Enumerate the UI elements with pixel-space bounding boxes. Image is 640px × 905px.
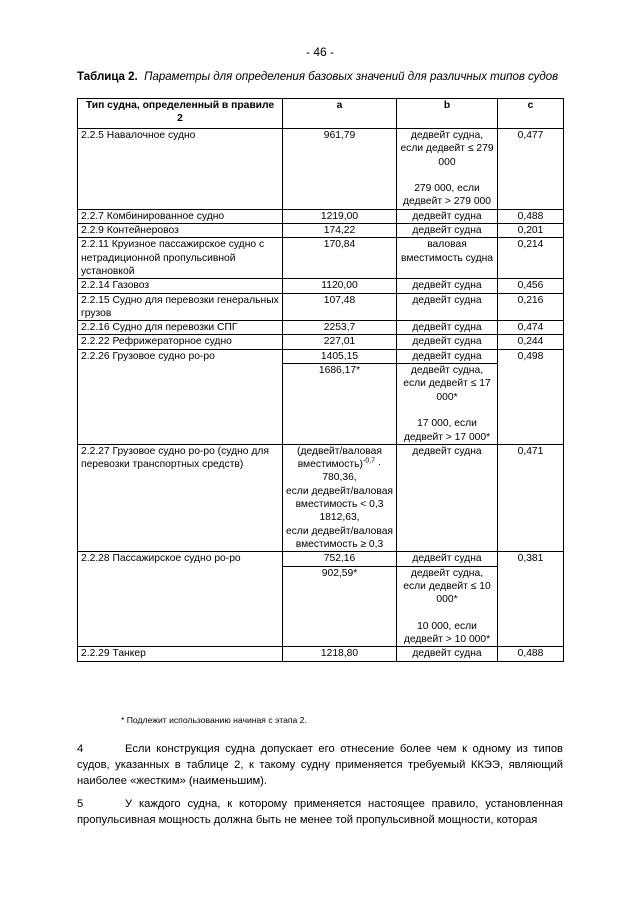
b-value-cell: дедвейт судна	[397, 647, 498, 661]
a-value-cell: 227,01	[283, 335, 397, 349]
header-ship-type: Тип судна, определенный в правиле 2	[78, 99, 283, 129]
table-row	[78, 335, 564, 349]
c-value-cell: 0,471	[498, 444, 564, 551]
a-formula-exponent: -0,7	[362, 457, 375, 465]
ship-type-cell: 2.2.5 Навалочное судно	[78, 129, 283, 210]
b-condition-text: 279 000, если дедвейт > 279 000	[402, 183, 492, 208]
b-value-cell: дедвейт судна	[397, 444, 498, 551]
b-value-cell: дедвейт судна	[397, 321, 498, 335]
paragraph-number: 5	[77, 798, 84, 810]
a-formula-prefix: (дедвейт/валовая вместимость)	[297, 445, 382, 471]
c-value-cell: 0,477	[498, 129, 564, 210]
ship-type-cell: 2.2.26 Грузовое судно ро-ро	[78, 349, 283, 444]
a-value-cell: 107,48	[283, 293, 397, 321]
b-value-cell: дедвейт судна	[397, 552, 498, 566]
b-value-cell: валовая вместимость судна	[397, 238, 498, 279]
a-value-cell: 1219,00	[283, 209, 397, 223]
a-value-cell: 1405,15	[283, 349, 397, 363]
ship-type-cell: 2.2.16 Судно для перевозки СПГ	[78, 321, 283, 335]
table-row	[78, 224, 564, 238]
table-row	[78, 238, 564, 279]
a-value-cell: 902,59*	[283, 566, 397, 647]
header-b: b	[397, 99, 498, 129]
ship-type-cell: 2.2.14 Газовоз	[78, 279, 283, 293]
table-footnote: * Подлежит использованию начиная с этапа 2.	[121, 715, 307, 725]
paragraph-5	[77, 796, 563, 828]
ship-type-cell: 2.2.22 Рефрижераторное судно	[78, 335, 283, 349]
c-value-cell: 0,488	[498, 647, 564, 661]
a-formula-condition: если дедвейт/валовая вместимость ≥ 0,3	[286, 525, 394, 550]
a-value-cell: 752,16	[283, 552, 397, 566]
c-value-cell: 0,498	[498, 349, 564, 444]
table-row	[78, 321, 564, 335]
b-value-cell: дедвейт судна	[397, 335, 498, 349]
b-condition-text: 10 000, если дедвейт > 10 000*	[403, 620, 491, 645]
c-value-cell: 0,381	[498, 552, 564, 647]
header-a: a	[283, 99, 397, 129]
a-value-cell: 170,84	[283, 238, 397, 279]
b-condition-text: дедвейт судна, если дедвейт ≤ 17 000*	[403, 365, 491, 403]
a-value-cell: 1120,00	[283, 279, 397, 293]
c-value-cell: 0,201	[498, 224, 564, 238]
b-condition-text: дедвейт судна, если дедвейт ≤ 10 000*	[403, 567, 491, 606]
b-condition-text: дедвейт судна, если дедвейт ≤ 279 000	[400, 130, 494, 168]
table-row	[78, 552, 564, 566]
b-value-cell	[397, 364, 498, 445]
table-row	[78, 444, 564, 551]
ship-type-cell: 2.2.28 Пассажирское судно ро-ро	[78, 552, 283, 647]
ship-type-cell: 2.2.27 Грузовое судно ро-ро (судно для перевозки транспортных средств)	[78, 444, 283, 551]
b-value-cell	[397, 566, 498, 647]
table-row	[78, 279, 564, 293]
a-formula-cell	[283, 444, 397, 551]
c-value-cell: 0,244	[498, 335, 564, 349]
b-value-cell: дедвейт судна	[397, 209, 498, 223]
ship-type-cell: 2.2.11 Круизное пассажирское судно с нетрадиционной пропульсивной установкой	[78, 238, 283, 279]
table-row	[78, 349, 564, 363]
c-value-cell: 0,216	[498, 293, 564, 321]
table-row	[78, 129, 564, 210]
b-value-cell: дедвейт судна	[397, 224, 498, 238]
table-row	[78, 209, 564, 223]
a-value-cell: 174,22	[283, 224, 397, 238]
ship-type-cell: 2.2.15 Судно для перевозки генеральных грузов	[78, 293, 283, 321]
a-formula-suffix: ·	[375, 459, 382, 471]
b-condition-text: 17 000, если дедвейт > 17 000*	[403, 418, 491, 443]
a-formula-value: 1812,63,	[319, 512, 360, 524]
c-value-cell: 0,456	[498, 279, 564, 293]
a-value-cell: 1686,17*	[283, 364, 397, 445]
ship-type-cell: 2.2.9 Контейнеровоз	[78, 224, 283, 238]
a-value-cell: 2253,7	[283, 321, 397, 335]
table-row	[78, 647, 564, 661]
table-caption-text: Параметры для определения базовых значений для различных типов судов	[144, 71, 559, 83]
b-value-cell: дедвейт судна	[397, 349, 498, 363]
a-value-cell: 961,79	[283, 129, 397, 210]
ship-type-cell: 2.2.7 Комбинированное судно	[78, 209, 283, 223]
b-value-cell	[397, 129, 498, 210]
table-caption-label: Таблица 2.	[77, 71, 138, 83]
table-caption	[77, 71, 558, 83]
table-header-row	[78, 99, 564, 129]
a-formula-value: 780,36,	[322, 472, 357, 484]
table-row	[78, 293, 564, 321]
c-value-cell: 0,214	[498, 238, 564, 279]
header-c: c	[498, 99, 564, 129]
paragraph-number: 4	[77, 743, 84, 755]
paragraph-text: У каждого судна, к которому применяется настоящее правило, установленная пропульсивная мощность должна быть не менее той пропульсивной мощности, которая	[77, 798, 563, 826]
page-number: - 46 -	[305, 45, 334, 59]
parameters-table	[77, 98, 564, 662]
b-value-cell: дедвейт судна	[397, 279, 498, 293]
b-value-cell: дедвейт судна	[397, 293, 498, 321]
paragraph-4	[77, 741, 563, 789]
c-value-cell: 0,474	[498, 321, 564, 335]
paragraph-text: Если конструкция судна допускает его отнесение более чем к одному из типов судов, указанных в таблице 2, к такому судну применяется требуемый ККЭЭ, являющий наиболее «жестким» (наименьшим).	[77, 743, 563, 787]
a-formula-condition: если дедвейт/валовая вместимость < 0,3	[286, 485, 394, 511]
c-value-cell: 0,488	[498, 209, 564, 223]
a-value-cell: 1218,80	[283, 647, 397, 661]
ship-type-cell: 2.2.29 Танкер	[78, 647, 283, 661]
